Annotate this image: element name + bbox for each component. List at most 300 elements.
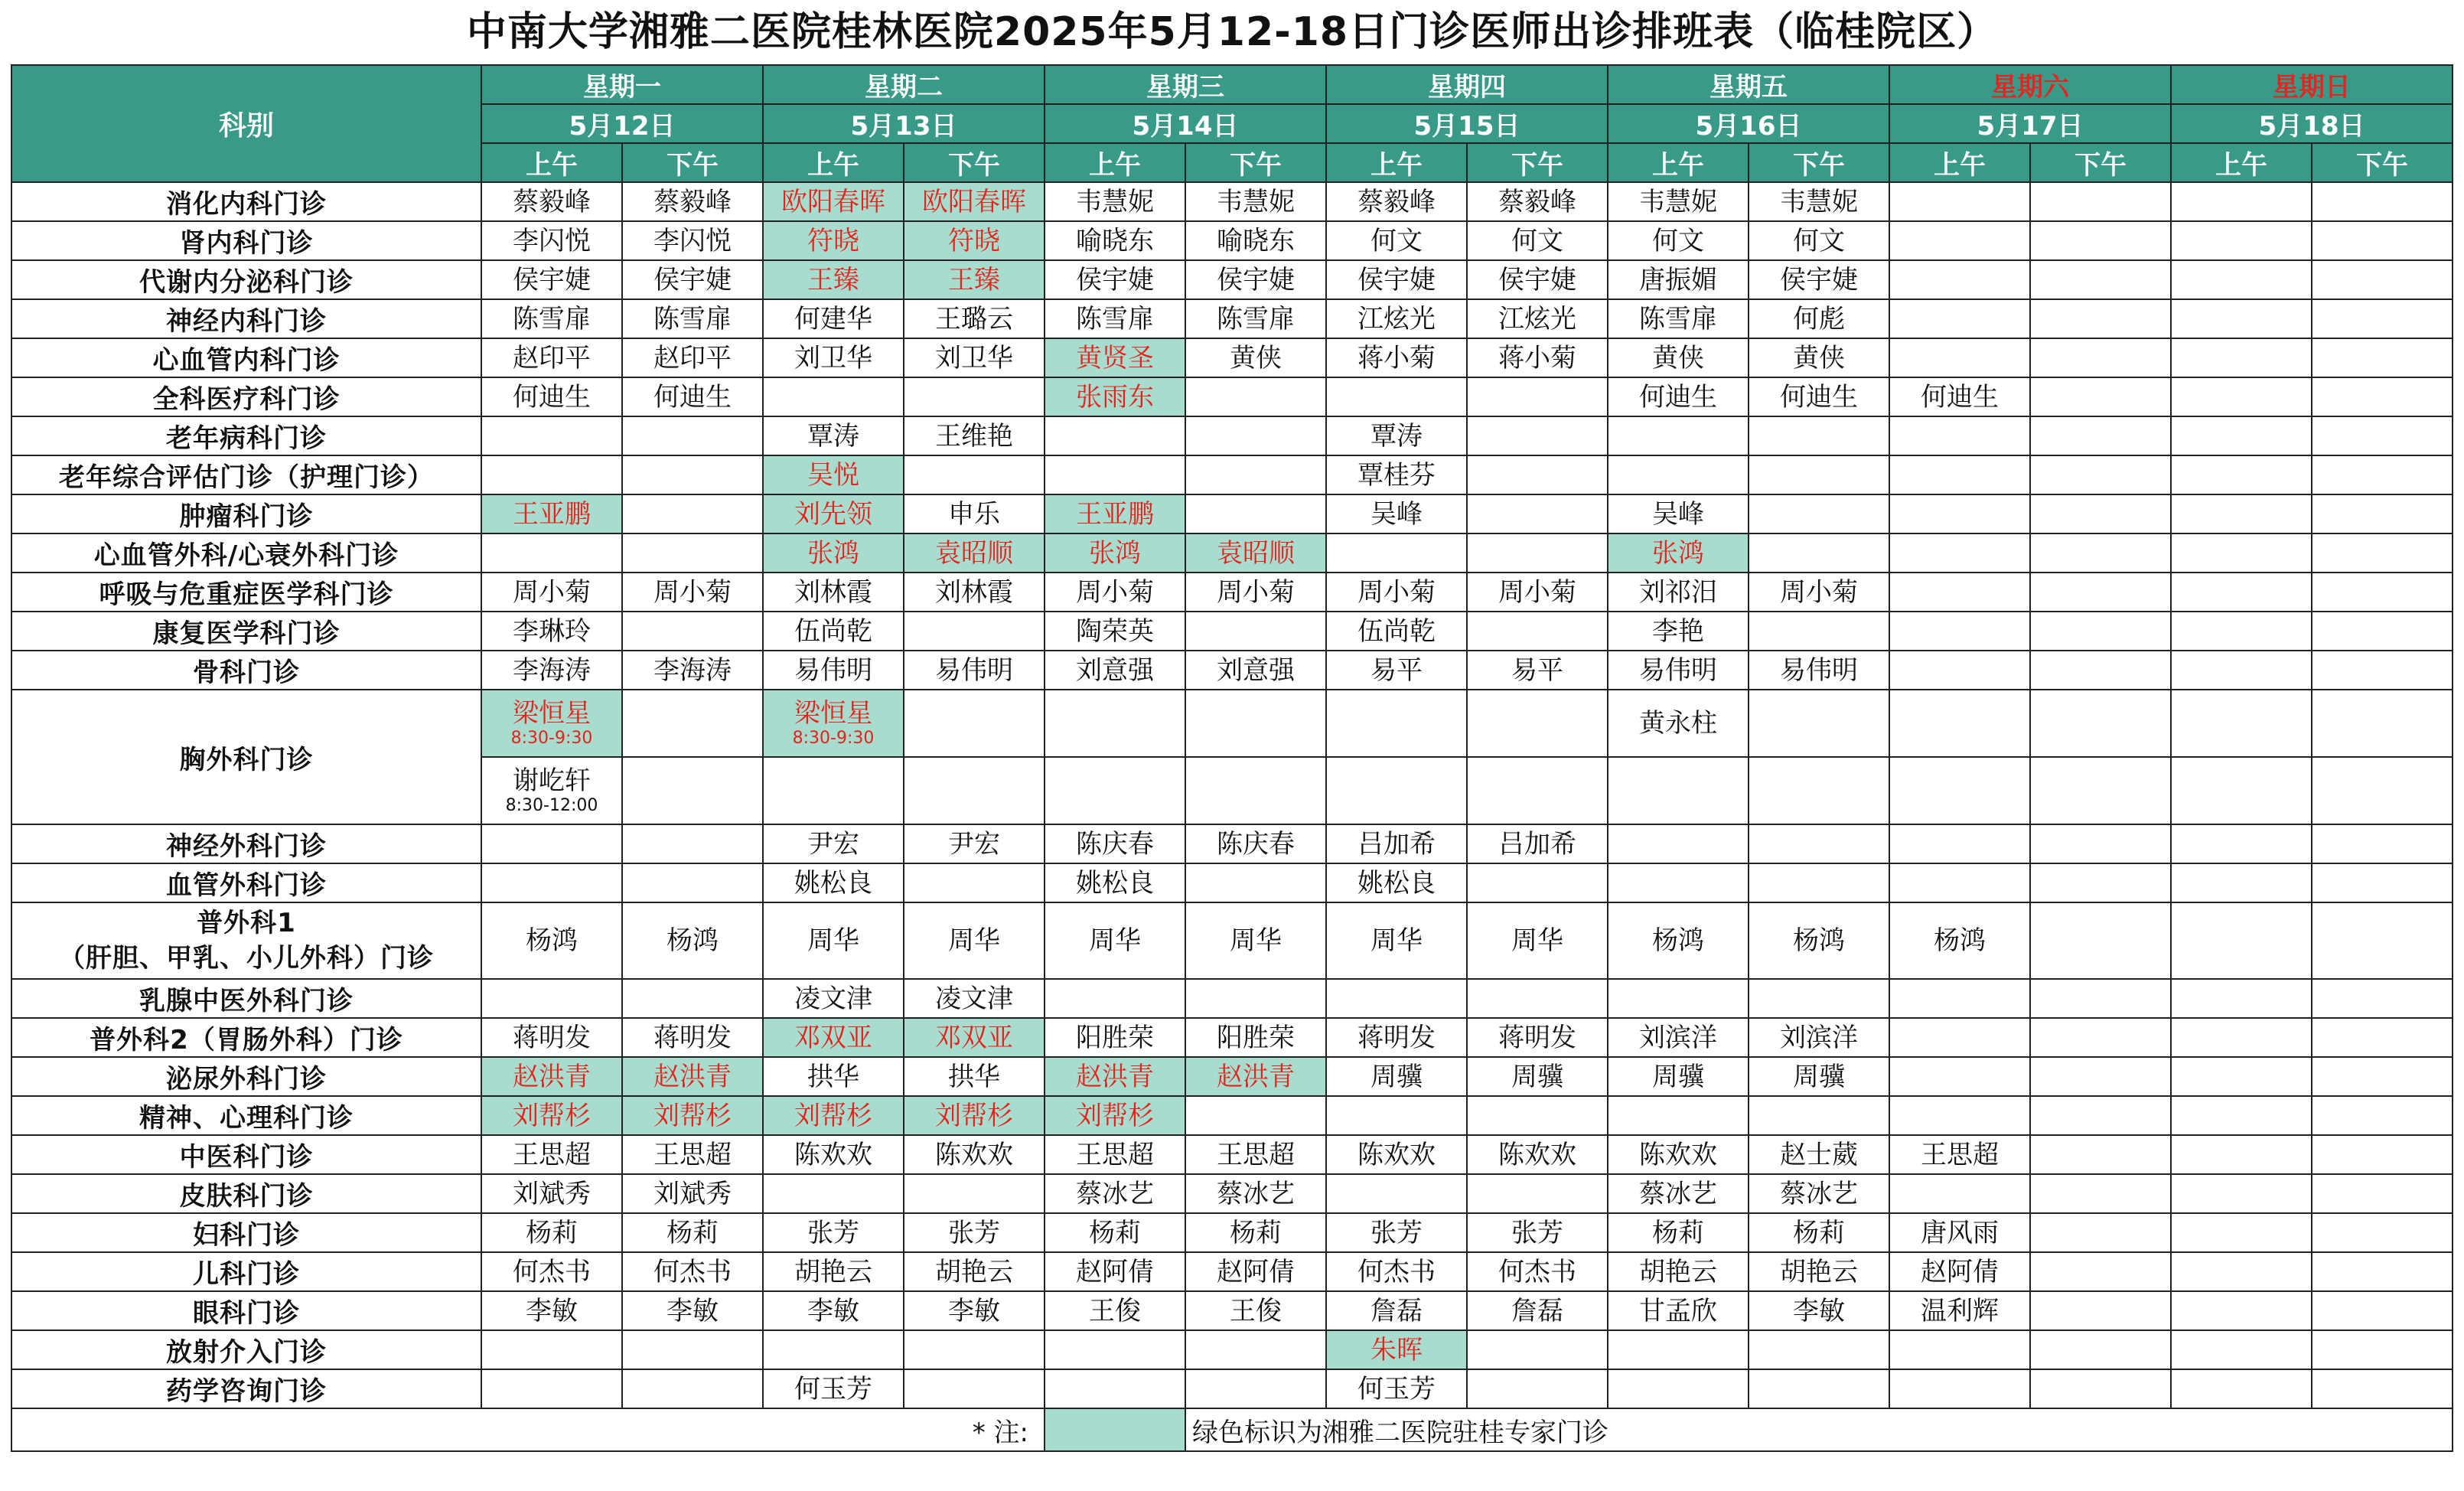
doctor-name: 朱晖 (1371, 1334, 1423, 1365)
doctor-name: 吴峰 (1371, 498, 1423, 530)
morning-header: 上午 (2171, 143, 2312, 182)
schedule-cell (2312, 221, 2453, 260)
schedule-cell (622, 260, 763, 299)
schedule-cell (622, 1018, 763, 1057)
schedule-cell (1467, 338, 1608, 377)
schedule-cell (1608, 338, 1749, 377)
schedule-cell (1185, 221, 1326, 260)
doctor-name: 刘帮杉 (513, 1100, 591, 1131)
doctor-name: 杨鸿 (526, 925, 578, 956)
legend-swatch (1045, 1408, 1185, 1451)
schedule-cell (763, 1330, 904, 1369)
schedule-cell (1326, 260, 1467, 299)
weekday-header: 星期四 (1326, 65, 1608, 104)
doctor-name: 易伟明 (1639, 654, 1717, 686)
department-name: 血管外科门诊 (11, 863, 481, 902)
schedule-cell (2312, 299, 2453, 338)
weekday-header: 星期六 (1889, 65, 2171, 104)
doctor-name: 赵印平 (513, 342, 591, 374)
schedule-cell (481, 494, 622, 533)
schedule-cell (2030, 533, 2171, 573)
department-name: 肿瘤科门诊 (11, 494, 481, 533)
doctor-name: 何迪生 (1639, 381, 1717, 413)
schedule-cell (1326, 1057, 1467, 1096)
doctor-name: 周华 (1511, 925, 1563, 956)
schedule-cell (1749, 573, 1889, 612)
schedule-cell (1749, 863, 1889, 902)
schedule-cell (904, 1096, 1045, 1135)
schedule-cell (1608, 1174, 1749, 1213)
doctor-name: 刘滨洋 (1780, 1022, 1858, 1053)
doctor-name: 陈欢欢 (935, 1139, 1013, 1170)
doctor-name: 陈欢欢 (1639, 1139, 1717, 1170)
schedule-cell (2171, 1369, 2312, 1408)
schedule-cell (2312, 1291, 2453, 1330)
schedule-cell (1889, 533, 2030, 573)
doctor-name: 蔡冰艺 (1639, 1178, 1717, 1209)
schedule-cell (481, 824, 622, 863)
doctor-name: 蔡毅峰 (513, 186, 591, 217)
afternoon-header: 下午 (1467, 143, 1608, 182)
schedule-cell (1889, 494, 2030, 533)
schedule-cell (2312, 1369, 2453, 1408)
schedule-cell (1608, 863, 1749, 902)
doctor-name: 何彪 (1793, 303, 1845, 334)
schedule-cell (1749, 651, 1889, 690)
schedule-cell (1608, 182, 1749, 221)
schedule-cell (904, 573, 1045, 612)
doctor-name: 易平 (1511, 654, 1563, 686)
doctor-name: 周小菊 (1498, 576, 1576, 608)
schedule-cell (1185, 1213, 1326, 1252)
schedule-cell (1326, 221, 1467, 260)
footnote-text: 绿色标识为湘雅二医院驻桂专家门诊 (1185, 1408, 2453, 1451)
schedule-cell (1467, 612, 1608, 651)
schedule-cell (1749, 757, 1889, 824)
schedule-cell (2312, 1135, 2453, 1174)
schedule-cell (1608, 1252, 1749, 1291)
schedule-cell (1045, 338, 1185, 377)
schedule-cell (1467, 494, 1608, 533)
doctor-name: 李艳 (1652, 615, 1704, 647)
doctor-name: 吴峰 (1652, 498, 1704, 530)
schedule-cell (1045, 416, 1185, 455)
doctor-name: 甘孟欣 (1639, 1295, 1717, 1326)
table-row (11, 338, 2453, 377)
schedule-cell (2171, 612, 2312, 651)
doctor-name: 黄侠 (1793, 342, 1845, 374)
schedule-cell (1326, 902, 1467, 979)
schedule-cell (763, 612, 904, 651)
schedule-cell (1185, 651, 1326, 690)
schedule-cell (2312, 1018, 2453, 1057)
schedule-cell (622, 533, 763, 573)
doctor-name: 韦慧妮 (1217, 186, 1295, 217)
schedule-cell (1467, 863, 1608, 902)
schedule-cell (1185, 1174, 1326, 1213)
schedule-cell (2171, 1213, 2312, 1252)
morning-header: 上午 (1889, 143, 2030, 182)
department-name: 妇科门诊 (11, 1213, 481, 1252)
doctor-name: 李琳玲 (513, 615, 591, 647)
schedule-cell (1889, 416, 2030, 455)
schedule-cell (1889, 979, 2030, 1018)
table-row (11, 1174, 2453, 1213)
schedule-cell (622, 1057, 763, 1096)
doctor-name: 杨鸿 (1652, 925, 1704, 956)
date-header: 5月16日 (1608, 104, 1889, 143)
schedule-cell (2171, 863, 2312, 902)
schedule-cell (2171, 221, 2312, 260)
date-header: 5月14日 (1045, 104, 1326, 143)
doctor-name: 周骥 (1793, 1061, 1845, 1092)
schedule-cell (1045, 260, 1185, 299)
schedule-cell (2312, 1057, 2453, 1096)
table-row (11, 533, 2453, 573)
schedule-cell (1045, 1057, 1185, 1096)
morning-header: 上午 (481, 143, 622, 182)
schedule-cell (1749, 338, 1889, 377)
schedule-cell (904, 902, 1045, 979)
schedule-cell (763, 533, 904, 573)
doctor-name: 符晓 (948, 225, 1000, 256)
department-name (11, 902, 481, 979)
schedule-cell (904, 1291, 1045, 1330)
schedule-cell (481, 533, 622, 573)
doctor-name: 刘林霞 (794, 576, 872, 608)
doctor-name: 胡艳云 (1639, 1256, 1717, 1287)
schedule-cell (1889, 902, 2030, 979)
doctor-name: 侯宇婕 (1076, 264, 1154, 295)
doctor-name: 杨莉 (1793, 1217, 1845, 1248)
schedule-cell (622, 377, 763, 416)
schedule-cell (763, 299, 904, 338)
schedule-cell (763, 494, 904, 533)
department-name: 儿科门诊 (11, 1252, 481, 1291)
schedule-cell (1467, 1213, 1608, 1252)
schedule-cell (2171, 182, 2312, 221)
schedule-cell (904, 338, 1045, 377)
doctor-name: 李海涛 (513, 654, 591, 686)
doctor-name: 蔡冰艺 (1217, 1178, 1295, 1209)
schedule-cell (2171, 979, 2312, 1018)
clinic-time: 8:30-12:00 (505, 796, 598, 815)
weekday-header: 星期一 (481, 65, 763, 104)
schedule-cell (1185, 863, 1326, 902)
schedule-cell (2171, 757, 2312, 824)
schedule-cell (1889, 651, 2030, 690)
department-name: 消化内科门诊 (11, 182, 481, 221)
doctor-name: 尹宏 (807, 828, 859, 860)
schedule-cell (1749, 377, 1889, 416)
schedule-cell (1185, 1135, 1326, 1174)
schedule-cell (481, 455, 622, 494)
doctor-name: 侯宇婕 (653, 264, 732, 295)
schedule-cell (1185, 979, 1326, 1018)
schedule-cell (481, 221, 622, 260)
schedule-cell (1185, 757, 1326, 824)
schedule-cell (2030, 416, 2171, 455)
schedule-cell (1889, 299, 2030, 338)
doctor-name: 蔡冰艺 (1076, 1178, 1154, 1209)
schedule-cell (1045, 1174, 1185, 1213)
schedule-cell (481, 1252, 622, 1291)
doctor-name: 覃桂芬 (1357, 459, 1436, 491)
department-name: 眼科门诊 (11, 1291, 481, 1330)
page-title: 中南大学湘雅二医院桂林医院2025年5月12-18日门诊医师出诊排班表（临桂院区） (466, 9, 1998, 55)
doctor-name: 陈雪扉 (1217, 303, 1295, 334)
schedule-cell (622, 1252, 763, 1291)
schedule-cell (622, 1369, 763, 1408)
schedule-cell (1185, 182, 1326, 221)
doctor-name: 周小菊 (1076, 576, 1154, 608)
schedule-cell (2312, 338, 2453, 377)
schedule-cell (1045, 863, 1185, 902)
doctor-name: 袁昭顺 (935, 537, 1013, 569)
doctor-name: 赵洪青 (513, 1061, 591, 1092)
schedule-cell (1045, 1213, 1185, 1252)
schedule-cell (763, 690, 904, 757)
schedule-cell (1889, 221, 2030, 260)
schedule-cell (622, 494, 763, 533)
doctor-name: 刘卫华 (794, 342, 872, 374)
schedule-cell (1467, 1135, 1608, 1174)
doctor-name: 何杰书 (1357, 1256, 1436, 1287)
doctor-name: 陈庆春 (1076, 828, 1154, 860)
doctor-name: 胡艳云 (1780, 1256, 1858, 1287)
schedule-cell (1185, 824, 1326, 863)
schedule-cell (622, 455, 763, 494)
schedule-cell (1326, 1369, 1467, 1408)
afternoon-header: 下午 (622, 143, 763, 182)
schedule-cell (622, 416, 763, 455)
schedule-cell (763, 651, 904, 690)
table-row (11, 979, 2453, 1018)
doctor-name: 王俊 (1089, 1295, 1141, 1326)
schedule-cell (2171, 338, 2312, 377)
schedule-cell (481, 182, 622, 221)
doctor-name: 吕加希 (1357, 828, 1436, 860)
doctor-name: 何迪生 (653, 381, 732, 413)
schedule-cell (2312, 260, 2453, 299)
schedule-cell (1045, 979, 1185, 1018)
date-header: 5月15日 (1326, 104, 1608, 143)
doctor-name: 张鸿 (807, 537, 859, 569)
clinic-time: 8:30-9:30 (510, 729, 593, 748)
schedule-cell (1608, 1057, 1749, 1096)
schedule-cell (1467, 416, 1608, 455)
doctor-name: 符晓 (807, 225, 859, 256)
schedule-cell (2312, 824, 2453, 863)
schedule-cell (1467, 979, 1608, 1018)
table-row (11, 182, 2453, 221)
doctor-name: 何杰书 (1498, 1256, 1576, 1287)
schedule-cell (1326, 573, 1467, 612)
schedule-cell (1185, 1096, 1326, 1135)
schedule-cell (763, 1057, 904, 1096)
doctor-name: 江炫光 (1498, 303, 1576, 334)
doctor-name: 刘帮杉 (653, 1100, 732, 1131)
doctor-name: 陶荣英 (1076, 615, 1154, 647)
schedule-cell (1326, 651, 1467, 690)
doctor-name: 蔡毅峰 (1498, 186, 1576, 217)
schedule-cell (1326, 377, 1467, 416)
schedule-cell (1889, 1213, 2030, 1252)
doctor-name: 周华 (1230, 925, 1282, 956)
table-row (11, 824, 2453, 863)
schedule-cell (1467, 1096, 1608, 1135)
schedule-cell (2171, 1096, 2312, 1135)
schedule-cell (1749, 221, 1889, 260)
schedule-cell (622, 1330, 763, 1369)
schedule-cell (1889, 1096, 2030, 1135)
schedule-cell (1467, 1369, 1608, 1408)
afternoon-header: 下午 (1749, 143, 1889, 182)
doctor-name: 侯宇婕 (1357, 264, 1436, 295)
schedule-cell (1889, 863, 2030, 902)
doctor-name: 尹宏 (948, 828, 1000, 860)
schedule-cell (1749, 902, 1889, 979)
schedule-cell (904, 651, 1045, 690)
schedule-cell (1326, 863, 1467, 902)
department-name: 骨科门诊 (11, 651, 481, 690)
table-row (11, 573, 2453, 612)
schedule-cell (481, 1096, 622, 1135)
schedule-cell (2312, 690, 2453, 757)
schedule-cell (1185, 1291, 1326, 1330)
schedule-cell (1608, 1369, 1749, 1408)
schedule-cell (1045, 494, 1185, 533)
department-name: 全科医疗科门诊 (11, 377, 481, 416)
schedule-cell (763, 1369, 904, 1408)
weekday-header: 星期三 (1045, 65, 1326, 104)
doctor-name: 刘祁汨 (1639, 576, 1717, 608)
schedule-cell (1889, 757, 2030, 824)
schedule-cell (2171, 1135, 2312, 1174)
schedule-cell (1326, 757, 1467, 824)
doctor-name: 陈雪扉 (513, 303, 591, 334)
schedule-cell (904, 824, 1045, 863)
schedule-cell (1467, 455, 1608, 494)
doctor-name: 刘帮杉 (935, 1100, 1013, 1131)
doctor-name: 赵阿倩 (1217, 1256, 1295, 1287)
schedule-cell (1608, 573, 1749, 612)
schedule-cell (2030, 299, 2171, 338)
doctor-name: 周小菊 (1780, 576, 1858, 608)
table-row (11, 612, 2453, 651)
schedule-cell (1467, 757, 1608, 824)
doctor-name: 王臻 (948, 264, 1000, 295)
doctor-name: 阳胜荣 (1217, 1022, 1295, 1053)
schedule-cell (1608, 902, 1749, 979)
doctor-name: 蔡毅峰 (1357, 186, 1436, 217)
doctor-name: 蒋小菊 (1498, 342, 1576, 374)
doctor-name: 杨莉 (1089, 1217, 1141, 1248)
schedule-cell (622, 1135, 763, 1174)
schedule-cell (2171, 690, 2312, 757)
table-row (11, 1252, 2453, 1291)
schedule-cell (1889, 612, 2030, 651)
doctor-name: 易伟明 (935, 654, 1013, 686)
doctor-name: 王思超 (1076, 1139, 1154, 1170)
doctor-name: 喻晓东 (1217, 225, 1295, 256)
schedule-cell (763, 1135, 904, 1174)
doctor-name: 刘斌秀 (513, 1178, 591, 1209)
doctor-name: 周小菊 (1217, 576, 1295, 608)
schedule-cell (2030, 260, 2171, 299)
schedule-cell (904, 1330, 1045, 1369)
doctor-name: 王思超 (1921, 1139, 1999, 1170)
schedule-cell (1889, 573, 2030, 612)
schedule-cell (1889, 182, 2030, 221)
schedule-cell (1326, 1291, 1467, 1330)
schedule-cell (2171, 1018, 2312, 1057)
schedule-cell (2030, 455, 2171, 494)
weekday-header: 星期二 (763, 65, 1045, 104)
schedule-cell (622, 1213, 763, 1252)
schedule-cell (1608, 1213, 1749, 1252)
schedule-cell (1326, 612, 1467, 651)
schedule-cell (481, 651, 622, 690)
schedule-cell (622, 299, 763, 338)
schedule-cell (1467, 902, 1608, 979)
schedule-cell (1185, 612, 1326, 651)
schedule-cell (1608, 612, 1749, 651)
doctor-name: 杨莉 (526, 1217, 578, 1248)
doctor-name: 谢屹轩 (513, 765, 591, 796)
doctor-name: 陈欢欢 (794, 1139, 872, 1170)
schedule-cell (1045, 455, 1185, 494)
schedule-cell (1889, 260, 2030, 299)
schedule-cell (1749, 824, 1889, 863)
doctor-name: 詹磊 (1511, 1295, 1563, 1326)
doctor-name: 何迪生 (1921, 381, 1999, 413)
schedule-cell (1326, 1135, 1467, 1174)
schedule-cell (763, 863, 904, 902)
doctor-name: 刘帮杉 (794, 1100, 872, 1131)
department-name: 老年病科门诊 (11, 416, 481, 455)
schedule-cell (2030, 494, 2171, 533)
schedule-cell (2312, 1252, 2453, 1291)
schedule-cell (904, 377, 1045, 416)
schedule-cell (2312, 979, 2453, 1018)
schedule-cell (2030, 1369, 2171, 1408)
schedule-cell (1185, 533, 1326, 573)
schedule-cell (1608, 1135, 1749, 1174)
doctor-name: 何玉芳 (794, 1373, 872, 1405)
schedule-cell (1326, 824, 1467, 863)
schedule-cell (2030, 573, 2171, 612)
schedule-cell (1045, 1018, 1185, 1057)
schedule-cell (1608, 416, 1749, 455)
schedule-cell (2171, 573, 2312, 612)
schedule-cell (904, 757, 1045, 824)
schedule-cell (1185, 299, 1326, 338)
doctor-name: 姚松良 (1076, 867, 1154, 899)
doctor-name: 凌文津 (935, 983, 1013, 1014)
schedule-cell (1608, 221, 1749, 260)
schedule-cell (1185, 377, 1326, 416)
schedule-cell (1608, 377, 1749, 416)
department-name: 呼吸与危重症医学科门诊 (11, 573, 481, 612)
schedule-cell (622, 651, 763, 690)
schedule-cell (1749, 1369, 1889, 1408)
schedule-cell (1889, 1369, 2030, 1408)
schedule-cell (1045, 299, 1185, 338)
schedule-cell (763, 1291, 904, 1330)
schedule-cell (2030, 377, 2171, 416)
doctor-name: 韦慧妮 (1780, 186, 1858, 217)
